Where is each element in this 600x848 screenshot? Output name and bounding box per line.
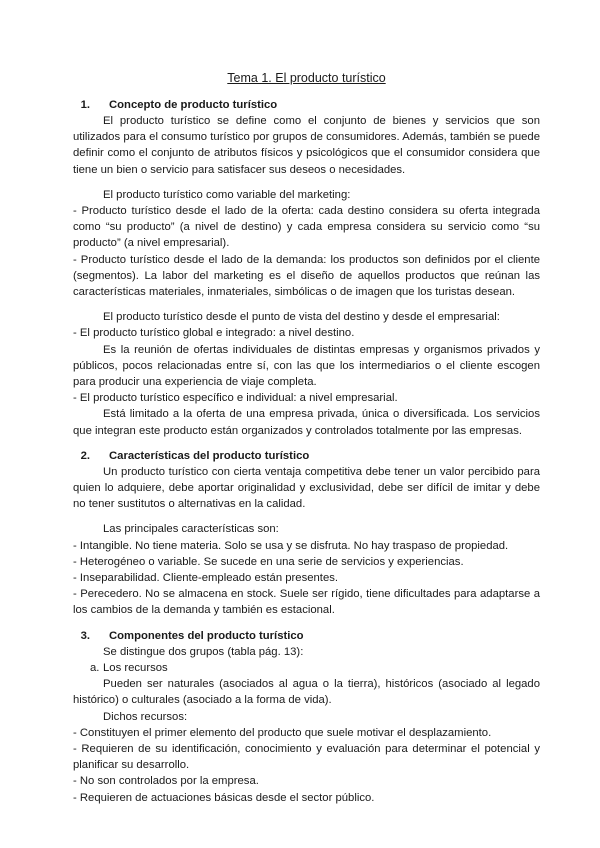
list-item: - Heterogéneo o variable. Se sucede en una serie de servicios y experiencias.: [73, 555, 464, 568]
section-number: 1.: [80, 99, 90, 111]
section-number: 3.: [80, 629, 90, 642]
subsection-heading: [73, 660, 540, 676]
paragraph: Es la reunión de ofertas individuales de distintas empresas y organismos privados y públicos, pocos relacionadas entre sí, con las que los intermediarios o el cliente escogen para producir una experiencia de viaje completa.: [73, 343, 540, 389]
section-title: Concepto de producto turístico: [109, 99, 278, 111]
list-item: - Inseparabilidad. Cliente-empleado están presentes.: [73, 572, 339, 585]
list-item: - Constituyen el primer elemento del producto que suele motivar el desplazamiento.: [73, 726, 492, 739]
section-heading-3: [73, 628, 540, 644]
section-heading-2: [73, 448, 540, 464]
subsection-letter: a.: [90, 661, 100, 674]
list-item: - El producto turístico global e integrado: a nivel destino.: [73, 327, 355, 340]
paragraph: Dichos recursos:: [103, 710, 188, 723]
paragraph: Un producto turístico con cierta ventaja competitiva debe tener un valor percibido para quien lo adquiere, debe aportar originalidad y exclusividad, debe ser difícil de imitar y debe no tener sustitutos o alternativas en la calidad.: [73, 465, 540, 511]
document-title: Tema 1. El producto turístico: [227, 71, 386, 85]
list-item: - Producto turístico desde el lado de la oferta: cada destino considera su oferta integrada como “su producto” (a nivel de destino) y cada empresa considera su servicio como “su producto” (a nivel empresarial).: [73, 205, 540, 250]
subsection-title: Los recursos: [103, 661, 168, 674]
list-item: - Requieren de su identificación, conocimiento y evaluación para determinar el potencial y planificar su desarrollo.: [73, 742, 540, 772]
list-item: - No son controlados por la empresa.: [73, 775, 259, 788]
list-item: - Perecedero. No se almacena en stock. Suele ser rígido, tiene dificultades para adaptarse a los cambios de la demanda y también es estacional.: [73, 588, 540, 617]
paragraph: El producto turístico desde el punto de vista del destino y desde el empresarial:: [103, 311, 500, 324]
paragraph: El producto turístico como variable del marketing:: [103, 188, 351, 201]
paragraph: Está limitado a la oferta de una empresa privada, única o diversificada. Los servicios que integran este producto están organizados y controlados totalmente por las empresas.: [73, 408, 540, 437]
paragraph: Pueden ser naturales (asociados al agua o la tierra), históricos (asociado al legado histórico) o culturales (asociado a la forma de vida).: [73, 678, 540, 707]
section-title: Características del producto turístico: [109, 449, 310, 462]
paragraph: Se distingue dos grupos (tabla pág. 13):: [103, 645, 304, 658]
section-heading-1: [73, 97, 540, 113]
paragraph: Las principales características son:: [103, 523, 279, 536]
list-item: - Intangible. No tiene materia. Solo se usa y se disfruta. No hay traspaso de propiedad.: [73, 539, 509, 552]
list-item: - El producto turístico específico e individual: a nivel empresarial.: [73, 392, 398, 405]
section-number: 2.: [80, 449, 90, 462]
paragraph: El producto turístico se define como el conjunto de bienes y servicios que son utilizados para el consumo turístico por grupos de consumidores. Además, también se puede definir como el conjunto de atributos físicos y psicológicos que el consumidor considera que tiene un bien o servicio para satisfacer sus deseos o necesidades.: [73, 115, 540, 176]
list-item: - Requieren de actuaciones básicas desde el sector público.: [73, 791, 375, 804]
list-item: - Producto turístico desde el lado de la demanda: los productos son definidos por el cliente (segmentos). La labor del marketing es el diseño de aquellos productos que reúnan las características materiales, inmateriales, simbólicas o de imagen que los turistas desean.: [73, 253, 540, 299]
section-title: Componentes del producto turístico: [109, 629, 304, 642]
